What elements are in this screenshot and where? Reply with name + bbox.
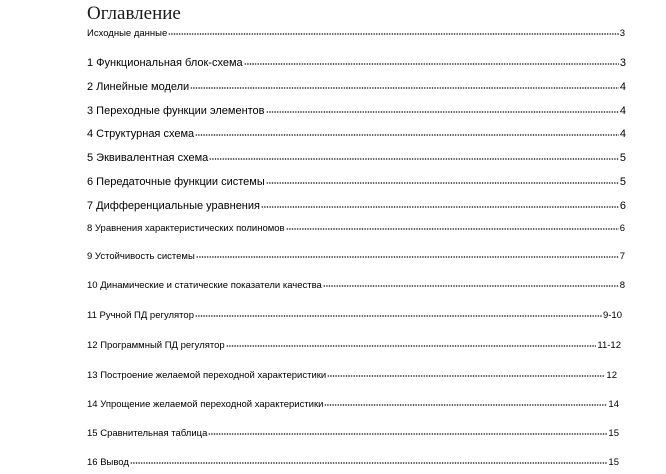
toc-entry-page: 12 bbox=[606, 369, 617, 381]
toc-entry-label: 9 Устойчивость системы bbox=[87, 250, 195, 262]
toc-entry[interactable] bbox=[87, 455, 619, 469]
dot-leader bbox=[196, 249, 619, 259]
toc-entry[interactable] bbox=[87, 79, 626, 94]
dot-leader bbox=[209, 150, 619, 161]
dot-leader bbox=[324, 397, 607, 407]
toc-entry-label: 4 Структурная схема bbox=[87, 128, 195, 140]
toc-entry-page: 15 bbox=[608, 456, 619, 468]
toc-entry-page: 6 bbox=[619, 200, 626, 212]
toc-entry-label: 16 Вывод bbox=[87, 456, 129, 468]
dot-leader bbox=[195, 308, 602, 318]
toc-entry-page: 4 bbox=[619, 105, 626, 117]
toc-entry-page: 7 bbox=[619, 250, 625, 262]
dot-leader bbox=[327, 368, 605, 378]
toc-entry[interactable] bbox=[87, 174, 626, 189]
toc-entry[interactable] bbox=[87, 426, 619, 440]
toc-entry-label: 11 Ручной ПД регулятор bbox=[87, 309, 194, 321]
toc-entry-label: 1 Функциональная блок-схема bbox=[87, 57, 243, 69]
toc-entry-label: 5 Эквивалентная схема bbox=[87, 152, 209, 164]
toc-entry-page: 5 bbox=[619, 176, 626, 188]
toc-entry-page: 3 bbox=[619, 27, 625, 39]
toc-entry[interactable] bbox=[87, 338, 621, 352]
toc-entry-page: 5 bbox=[619, 152, 626, 164]
toc-entry-label: 14 Упрощение желаемой переходной характеристики bbox=[87, 398, 324, 410]
toc-entry-page: 11-12 bbox=[597, 339, 621, 351]
toc-entry[interactable] bbox=[87, 221, 625, 235]
toc-entry-label: 12 Программный ПД регулятор bbox=[87, 339, 225, 351]
toc-entry[interactable] bbox=[87, 308, 622, 322]
toc-entry-label: 3 Переходные функции элементов bbox=[87, 105, 265, 117]
dot-leader bbox=[226, 338, 597, 348]
toc-entry-page: 3 bbox=[619, 57, 626, 69]
toc-entry[interactable] bbox=[87, 198, 626, 213]
toc-entry[interactable] bbox=[87, 249, 625, 263]
dot-leader bbox=[195, 126, 619, 137]
toc-entry-page: 6 bbox=[619, 222, 625, 234]
toc-entry-label: 15 Сравнительная таблица bbox=[87, 427, 208, 439]
dot-leader bbox=[266, 103, 619, 114]
toc-entry-page: 4 bbox=[619, 128, 626, 140]
toc-entry[interactable] bbox=[87, 397, 619, 411]
dot-leader bbox=[190, 79, 619, 90]
toc-entry-label: 2 Линейные модели bbox=[87, 81, 190, 93]
dot-leader bbox=[244, 55, 619, 66]
toc-entry-label: Исходные данные bbox=[87, 27, 168, 39]
dot-leader bbox=[130, 455, 607, 465]
toc-entry-page: 9-10 bbox=[602, 309, 622, 321]
toc-entry-page: 8 bbox=[619, 279, 625, 291]
toc-entry[interactable] bbox=[87, 126, 626, 141]
toc-title: Оглавление bbox=[87, 3, 181, 24]
dot-leader bbox=[208, 426, 607, 436]
dot-leader bbox=[261, 198, 619, 209]
dot-leader bbox=[168, 26, 618, 36]
toc-entry[interactable] bbox=[87, 103, 626, 118]
toc-entry-label: 8 Уравнения характеристических полиномов bbox=[87, 222, 285, 234]
dot-leader bbox=[266, 174, 619, 185]
toc-entry-label: 13 Построение желаемой переходной характеристики bbox=[87, 369, 327, 381]
toc-entry-label: 6 Передаточные функции системы bbox=[87, 176, 265, 188]
dot-leader bbox=[286, 221, 619, 231]
toc-entry-label: 7 Дифференциальные уравнения bbox=[87, 200, 260, 212]
toc-entry[interactable] bbox=[87, 368, 617, 382]
toc-entry-label: 10 Динамические и статические показатели качества bbox=[87, 279, 322, 291]
toc-entry[interactable] bbox=[87, 26, 625, 40]
toc-entry[interactable] bbox=[87, 150, 626, 165]
toc-entry-page: 4 bbox=[619, 81, 626, 93]
toc-entry[interactable] bbox=[87, 278, 625, 292]
dot-leader bbox=[323, 278, 619, 288]
toc-entry[interactable] bbox=[87, 55, 626, 70]
toc-entry-page: 14 bbox=[608, 398, 619, 410]
toc-entry-page: 15 bbox=[608, 427, 619, 439]
